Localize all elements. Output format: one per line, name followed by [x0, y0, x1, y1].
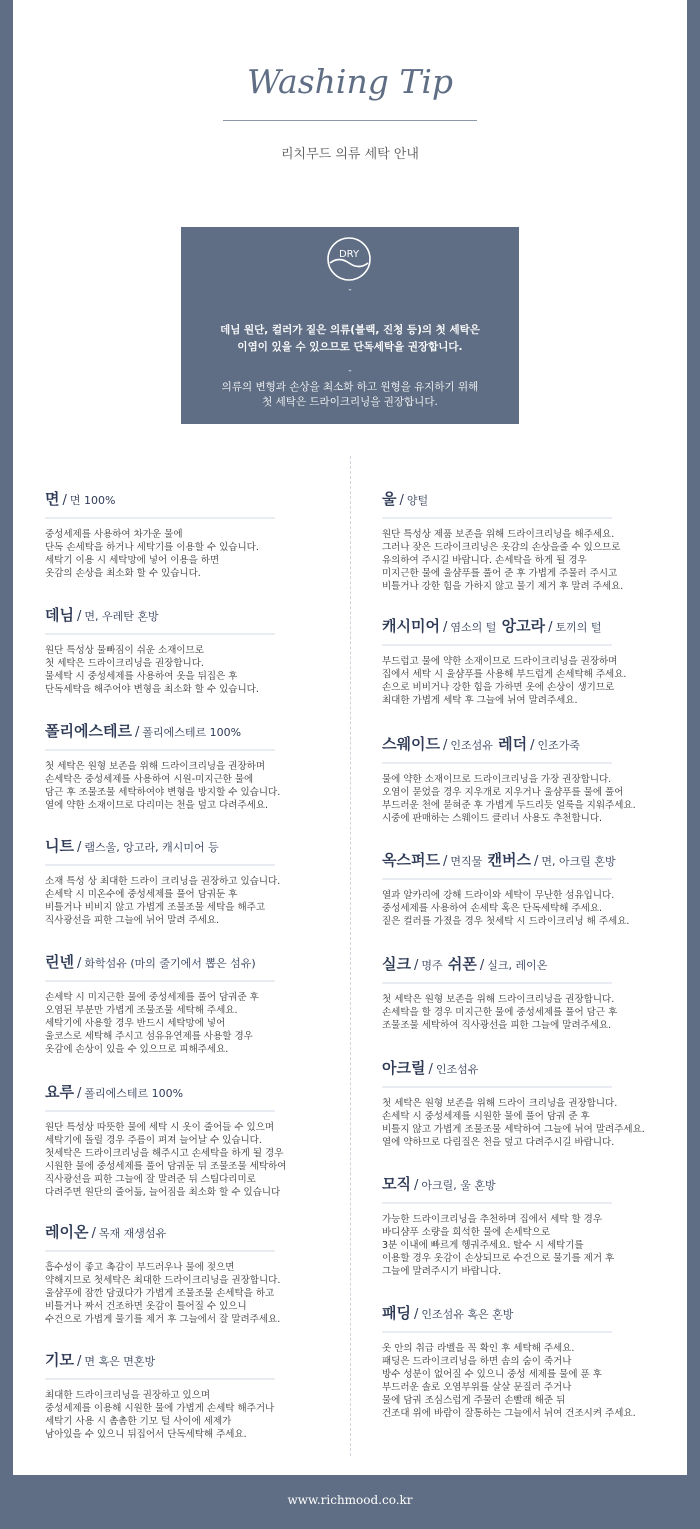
heading-rule — [382, 1331, 612, 1333]
fabric-care-text: 흡수성이 좋고 촉감이 부드러우나 물에 젖으면 약해지므로 첫세탁은 최대한 드라이크리닝을 권장합니다. 울샴푸에 잠깐 담궜다가 가볍게 조물조물 손세탁을 하고 비틀거나 짜서 건조하면 옷감이 틀어질 수 있으니 수건으로 가볍게 물기를 제거 후 그늘에서 잘 말려주세요. — [45, 1262, 281, 1325]
heading-rule — [45, 749, 275, 751]
dry-notice-line: 데님 원단, 컬러가 짙은 의류(블랙, 진청 등)의 첫 세탁은 — [220, 324, 480, 336]
fabric-name: 패딩 — [382, 1304, 411, 1322]
fabric-section-polyester — [45, 720, 315, 812]
heading-rule — [45, 517, 275, 519]
fabric-care-text: 원단 특성상 물빠짐이 쉬운 소재이므로 첫 세탁은 드라이크리닝을 권장합니다. 물세탁 시 중성세제를 사용하여 옷을 뒤집은 후 단독세탁을 해주어야 변형을 최소화 할 수 있습니다. — [45, 645, 259, 695]
fabric-section-suede — [382, 733, 652, 825]
dry-clean-icon — [326, 236, 372, 282]
fabric-heading — [382, 615, 652, 636]
fabric-heading — [382, 849, 652, 870]
fabric-heading — [45, 951, 315, 972]
fabric-composition: 명주 — [421, 959, 443, 972]
fabric-name: 모직 — [382, 1175, 411, 1193]
heading-rule — [45, 980, 275, 982]
fabric-composition-secondary: 실크, 레이온 — [487, 959, 548, 972]
dry-notice-line: 이염이 있을 수 있으므로 단독세탁을 권장합니다. — [237, 341, 463, 353]
fabric-section-yoru — [45, 1081, 315, 1199]
dash-separator: - — [348, 366, 352, 376]
fabric-composition: 면직물 — [450, 855, 483, 868]
fabric-section-denim — [45, 604, 315, 696]
heading-separator: / — [399, 493, 404, 508]
fabric-name-secondary: 앙고라 — [501, 617, 546, 635]
fabric-section-padding — [382, 1302, 652, 1420]
heading-rule — [382, 517, 612, 519]
heading-rule — [382, 982, 612, 984]
heading-separator: / — [76, 609, 82, 624]
page-title: Washing Tip — [246, 62, 454, 101]
fabric-heading — [45, 720, 315, 741]
fabric-section-wool — [382, 488, 652, 593]
fabric-heading — [45, 1081, 315, 1102]
fabric-section-brushed — [45, 1349, 315, 1441]
fabric-name: 캐시미어 — [382, 617, 440, 635]
fabric-name: 면 — [45, 490, 60, 508]
fabric-section-knit — [45, 835, 315, 927]
fabric-heading — [382, 1173, 652, 1194]
fabric-name: 아크릴 — [382, 1059, 426, 1077]
heading-rule — [45, 864, 275, 866]
dry-notice-text — [181, 322, 519, 356]
fabric-heading — [382, 488, 652, 509]
footer-website-link[interactable]: www.richmood.co.kr — [287, 1493, 413, 1507]
fabric-composition: 인조섬유 — [435, 1063, 479, 1076]
fabric-heading — [45, 1349, 315, 1370]
dash-separator: - — [348, 285, 352, 295]
fabric-name-secondary: 캔버스 — [487, 851, 531, 869]
heading-separator: / — [76, 1086, 82, 1101]
fabric-care-text: 첫 세탁은 원형 보존을 위해 드라이크리닝을 권장합니다. 손세탁을 할 경우 미지근한 물에 중성세제를 풀어 담근 후 조물조물 세탁하여 직사광선을 피한 그늘에 말려주세요. — [382, 994, 618, 1031]
fabric-heading — [45, 488, 315, 509]
fabric-heading — [382, 1057, 652, 1078]
dry-clean-notice-box — [181, 227, 519, 424]
heading-separator: / — [76, 956, 82, 971]
title-underline — [223, 120, 477, 121]
fabric-care-text: 중성세제를 사용하여 차가운 물에 단독 손세탁을 하거나 세탁기를 이용할 수 있습니다. 세탁기 이용 시 세탁망에 넣어 이용을 하면 옷감의 손상을 최소화 할 수 있습니다. — [45, 529, 259, 579]
fabric-section-acrylic — [382, 1057, 652, 1149]
fabric-name: 울 — [382, 490, 397, 508]
fabric-care-text: 손세탁 시 미지근한 물에 중성세제를 풀어 담궈준 후 오염된 부분만 가볍게 조물조물 세탁해 주세요. 세탁기에 사용할 경우 반드시 세탁망에 넣어 울코스로 세탁해 주시고 섬유유연제를 사용할 경우 옷감에 손상이 있을 수 있으므로 피해주세요. — [45, 992, 259, 1055]
heading-rule — [45, 1250, 275, 1252]
column-divider — [350, 456, 351, 1456]
fabric-composition-secondary: 토끼의 털 — [555, 621, 602, 634]
fabric-section-wool-blend — [382, 1173, 652, 1278]
dry-advice-text — [181, 380, 519, 410]
fabric-care-text: 첫 세탁은 원형 보존을 위해 드라이크리닝을 권장하며 손세탁은 중성세제를 사용하여 시원-미지근한 물에 담근 후 조물조물 세탁하여야 변형을 방지할 수 있습니다. 열에 약한 소재이므로 다리미는 천을 덮고 다려주세요. — [45, 761, 281, 811]
heading-rule — [382, 878, 612, 880]
fabric-composition: 목재 재생섬유 — [98, 1227, 167, 1240]
fabric-composition: 면, 우레탄 혼방 — [84, 610, 159, 623]
heading-rule — [382, 1086, 612, 1088]
heading-separator: / — [413, 1178, 419, 1193]
heading-rule — [45, 633, 275, 635]
heading-separator: / — [442, 738, 448, 753]
heading-rule — [382, 762, 612, 764]
fabric-composition-secondary: 면, 아크릴 혼방 — [541, 855, 616, 868]
fabric-composition: 화학섬유 (마의 줄기에서 뽑은 섬유) — [84, 957, 256, 970]
fabric-composition: 염소의 털 — [450, 621, 497, 634]
dry-icon-label: DRY — [338, 249, 360, 260]
dry-advice-line: 의류의 변형과 손상을 최소화 하고 원형을 유지하기 위해 — [221, 381, 479, 393]
fabric-composition: 폴리에스테르 100% — [142, 726, 242, 739]
fabric-heading — [45, 835, 315, 856]
heading-separator: / — [91, 1226, 96, 1241]
fabric-name: 레이온 — [45, 1223, 89, 1241]
heading-separator: / — [428, 1062, 433, 1077]
heading-separator: / — [413, 1307, 419, 1322]
fabric-heading — [382, 953, 652, 974]
fabric-composition: 인조섬유 혹은 혼방 — [421, 1308, 514, 1321]
heading-separator: / — [530, 738, 535, 753]
fabric-name: 옥스퍼드 — [382, 851, 440, 869]
fabric-composition: 면 혹은 면혼방 — [84, 1355, 156, 1368]
fabric-heading — [382, 1302, 652, 1323]
dry-advice-line: 첫 세탁은 드라이크리닝을 권장합니다. — [262, 396, 438, 408]
fabric-composition: 폴리에스테르 100% — [84, 1087, 184, 1100]
fabric-care-text: 첫 세탁은 원형 보존을 위해 드라이 크리닝을 권장합니다. 손세탁 시 중성세제를 시원한 물에 풀어 담궈 준 후 비틀지 않고 가볍게 조물조물 세탁하여 그늘에 뉘여 말려주세요. 열에 약하므로 다림질은 천을 덮고 다려주시길 바랍니다. — [382, 1098, 645, 1148]
fabric-heading — [382, 733, 652, 754]
fabric-name: 데님 — [45, 606, 74, 624]
fabric-section-cotton — [45, 488, 315, 580]
fabric-section-rayon — [45, 1221, 315, 1326]
fabric-heading — [45, 1221, 315, 1242]
fabric-composition: 램스울, 앙고라, 캐시미어 등 — [84, 841, 219, 854]
heading-separator: / — [442, 620, 448, 635]
heading-separator: / — [134, 725, 140, 740]
fabric-care-text: 최대한 드라이크리닝을 권장하고 있으며 중성세제를 이용해 시원한 물에 가볍게 손세탁 해주거나 세탁기 사용 시 촘촘한 기모 털 사이에 세제가 남아있을 수 있으니 뒤집어서 단독세탁해 주세요. — [45, 1390, 275, 1440]
fabric-section-cashmere — [382, 615, 652, 707]
fabric-name: 스웨이드 — [382, 735, 440, 753]
fabric-name: 요루 — [45, 1083, 74, 1101]
fabric-care-text: 원단 특성상 따뜻한 물에 세탁 시 옷이 줄어들 수 있으며 세탁기에 돌릴 경우 주름이 펴져 늘어날 수 있습니다. 첫세탁은 드라이크리닝을 해주시고 손세탁을 하게 될 경우 시원한 물에 중성세제를 풀어 담궈둔 뒤 조물조물 세탁하여 직사광선을 피한 그늘에 잘 말려준 뒤 스팀다리미로 다려주면 원단의 줄어듦, 늘어짐을 최소화 할 수 있습니다 — [45, 1122, 287, 1198]
heading-separator: / — [442, 854, 448, 869]
heading-separator: / — [62, 493, 67, 508]
fabric-name: 실크 — [382, 955, 411, 973]
heading-separator: / — [479, 958, 485, 973]
heading-rule — [45, 1110, 275, 1112]
fabric-name-secondary: 쉬폰 — [447, 955, 477, 973]
heading-rule — [382, 644, 612, 646]
fabric-composition: 양털 — [406, 494, 429, 507]
fabric-name-secondary: 레더 — [498, 735, 528, 753]
heading-separator: / — [413, 958, 419, 973]
fabric-care-text: 부드럽고 물에 약한 소재이므로 드라이크리닝을 권장하며 집에서 세탁 시 울샴푸를 사용해 부드럽게 손세탁해 주세요. 손으로 비비거나 강한 힘을 가하면 옷에 손상이 생기므로 최대한 가볍게 세탁 후 그늘에 뉘여 말려주세요. — [382, 656, 627, 706]
fabric-section-silk — [382, 953, 652, 1032]
fabric-section-oxford — [382, 849, 652, 928]
fabric-name: 린넨 — [45, 953, 74, 971]
fabric-heading — [45, 604, 315, 625]
fabric-name: 기모 — [45, 1351, 74, 1369]
heading-separator: / — [533, 854, 539, 869]
heading-separator: / — [76, 840, 82, 855]
page-sheet — [13, 0, 687, 1475]
heading-separator: / — [76, 1354, 82, 1369]
fabric-care-text: 열과 알카리에 강해 드라이와 세탁이 무난한 섬유입니다. 중성세제를 사용하여 손세탁 혹은 단독세탁해 주세요. 짙은 컬러를 가졌을 경우 첫세탁 시 드라이크리닝 해 주세요. — [382, 890, 630, 927]
fabric-care-text: 원단 특성상 제품 보존을 위해 드라이크리닝을 해주세요. 그러나 잦은 드라이크리닝은 옷감의 손상을줄 수 있으므로 유의하여 주시길 바랍니다. 손세탁을 하게 될 경우 미지근한 물에 울샴푸를 풀어 준 후 가볍게 주물러 주시고 비틀거나 강한 힘을 가하지 않고 물기 제거 후 말려 주세요. — [382, 529, 624, 592]
fabric-composition: 아크릴, 울 혼방 — [421, 1179, 496, 1192]
fabric-name: 폴리에스테르 — [45, 722, 132, 740]
fabric-name: 니트 — [45, 837, 74, 855]
page-subtitle: 리치무드 의류 세탁 안내 — [281, 147, 419, 162]
heading-rule — [45, 1378, 275, 1380]
heading-separator: / — [548, 620, 553, 635]
fabric-care-text: 소재 특성 상 최대한 드라이 크리닝을 권장하고 있습니다. 손세탁 시 미온수에 중성세제를 풀어 담궈둔 후 비틀거나 비비지 않고 가볍게 조물조물 세탁을 해주고 직사광선을 피한 그늘에 뉘어 말려 주세요. — [45, 876, 281, 926]
fabric-section-linen — [45, 951, 315, 1056]
fabric-composition: 인조섬유 — [450, 739, 493, 752]
fabric-care-text: 가능한 드라이크리닝을 추천하며 집에서 세탁 할 경우 바디샴푸 소량을 희석한 물에 손세탁으로 3분 이내에 빠르게 헹궈주세요. 탈수 시 세탁기를 이용할 경우 옷감이 손상되므로 수건으로 물기를 제거 후 그늘에 말려주시기 바랍니다. — [382, 1214, 615, 1277]
fabric-composition: 면 100% — [69, 494, 116, 507]
fabric-composition-secondary: 인조가죽 — [537, 739, 580, 752]
heading-rule — [382, 1202, 612, 1204]
fabric-care-text: 옷 안의 취급 라벨을 꼭 확인 후 세탁해 주세요. 패딩은 드라이크리닝을 하면 솜의 숨이 죽거나 방수 성분이 없어질 수 있으니 중성 세제를 물에 푼 후 부드러운 솔로 오염부위를 살살 문질러 주거나 물에 담궈 조심스럽게 주물러 손빨래 해준 뒤 건조대 위에 바람이 잘통하는 그늘에서 뉘여 건조시켜 주세요. — [382, 1343, 636, 1419]
fabric-care-text: 물에 약한 소재이므로 드라이크리닝을 가장 권장합니다. 오염이 묻었을 경우 지우개로 지우거나 울샴푸를 물에 풀어 부드러운 천에 묻혀준 후 가볍게 두드리듯 얼룩을 지워주세요. 시중에 판매하는 스웨이드 클리너 사용도 추천합니다. — [382, 774, 636, 824]
